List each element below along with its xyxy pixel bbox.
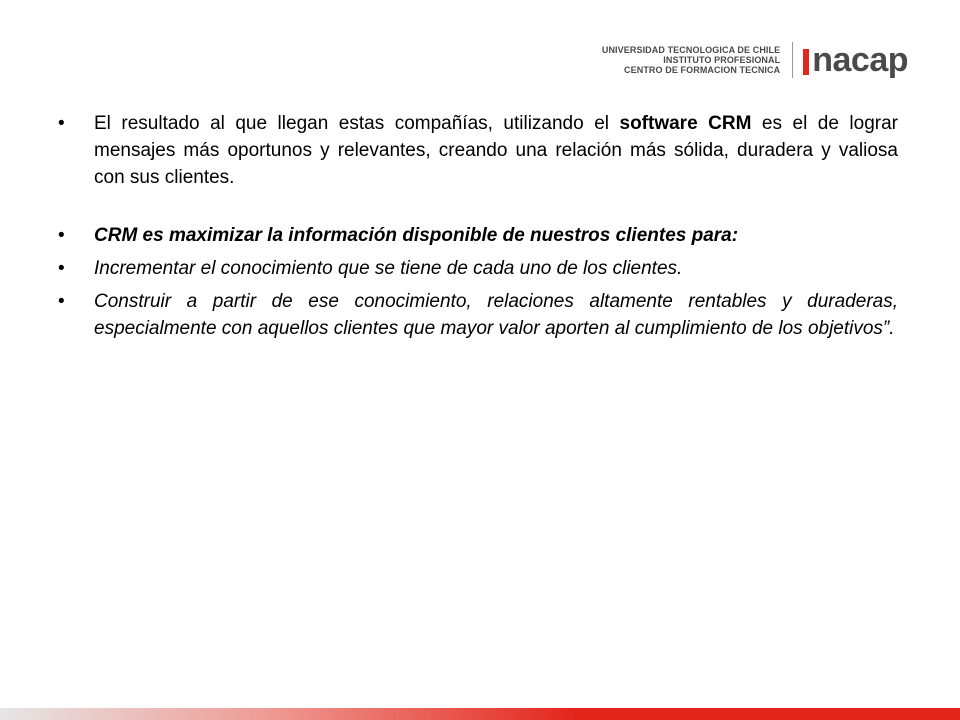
bullet-item-3 bbox=[58, 255, 898, 282]
institution-line-3: CENTRO DE FORMACION TECNICA bbox=[624, 65, 781, 75]
bullet-text: Construir a partir de ese conocimiento, relaciones altamente rentables y duraderas, especialmente con aquellos clientes que mayor valor aporten al cumplimiento de los objetivos”. bbox=[94, 291, 898, 339]
inacap-logo bbox=[803, 41, 908, 79]
logo-divider bbox=[792, 42, 793, 78]
logo-red-bar bbox=[803, 49, 809, 75]
footer-gradient-bar bbox=[0, 708, 960, 720]
bullet-text-after: es el de lograr mensajes más oportunos y relevantes, creando una relación más sólida, duradera y valiosa con sus clientes. bbox=[94, 113, 899, 188]
slide-content bbox=[58, 110, 898, 342]
institution-text bbox=[602, 45, 780, 75]
bullet-text-before: El resultado al que llegan estas compañías, utilizando el bbox=[94, 113, 620, 134]
bullet-item-4 bbox=[58, 288, 898, 342]
bullet-text-bold: software CRM bbox=[619, 113, 752, 134]
institution-line-1: UNIVERSIDAD TECNOLOGICA DE CHILE bbox=[601, 45, 781, 55]
bullet-item-1 bbox=[58, 110, 898, 191]
logo-wordmark: nacap bbox=[812, 41, 908, 79]
bullet-marker: • bbox=[58, 258, 65, 279]
bullet-marker: • bbox=[58, 113, 65, 134]
bullet-text bbox=[94, 110, 898, 191]
bullet-text: Incrementar el conocimiento que se tiene de cada uno de los clientes. bbox=[94, 258, 683, 279]
header-logo bbox=[602, 42, 908, 78]
bullet-text: CRM es maximizar la información disponible de nuestros clientes para: bbox=[94, 225, 739, 246]
bullet-marker: • bbox=[58, 291, 65, 312]
institution-line-2: INSTITUTO PROFESIONAL bbox=[663, 55, 781, 65]
bullet-marker: • bbox=[58, 225, 65, 246]
bullet-item-2 bbox=[58, 222, 898, 249]
